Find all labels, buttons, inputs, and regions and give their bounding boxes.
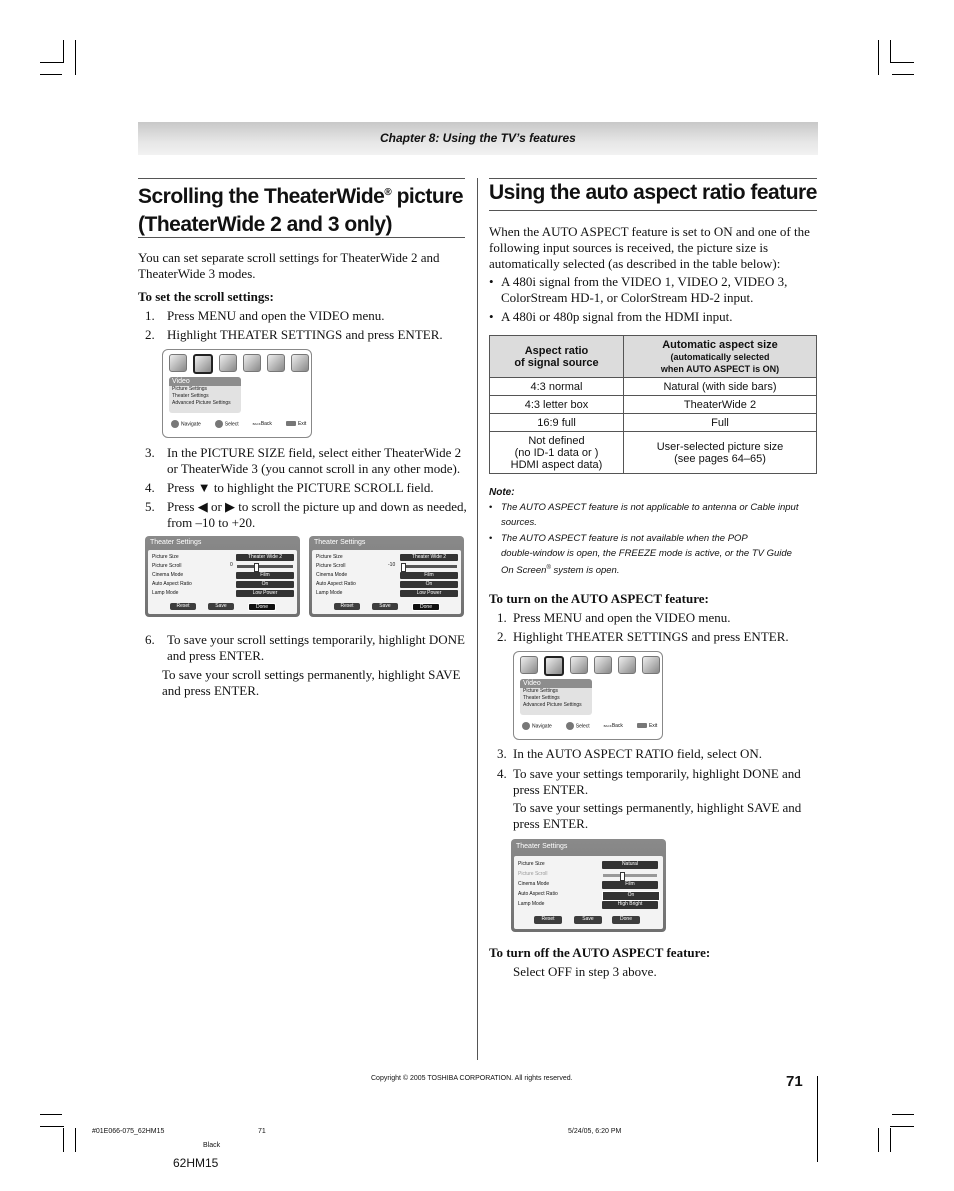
chapter-header (138, 122, 818, 155)
step-item: 4. To save your settings temporarily, highlight DONE and press ENTER. (497, 766, 801, 797)
bullet-item: • A 480i or 480p signal from the HDMI input. (489, 309, 733, 324)
table-cell: Natural (with side bars) (624, 378, 817, 396)
reset-button: Reset (534, 916, 562, 924)
bullet: • (489, 533, 493, 544)
section-title-right: Using the auto aspect ratio feature (489, 181, 817, 204)
video-panel (520, 679, 592, 715)
label-cinema-mode: Cinema Mode (316, 572, 348, 578)
label-picture-scroll: Picture Scroll (152, 563, 182, 569)
label-cinema-mode: Cinema Mode (152, 572, 184, 578)
value-auto-aspect: On (602, 891, 660, 901)
navigate-icon (171, 420, 179, 428)
step-item: 3. In the AUTO ASPECT RATIO field, select ON. (497, 746, 763, 761)
table-row (490, 396, 817, 414)
table-header: Automatic aspect size (automatically selected when AUTO ASPECT is ON) (624, 336, 817, 378)
note-item: • The AUTO ASPECT feature is not available when the POP double-window is open, the FREEZE mode is active, or the TV Guide On Screen® system is open. (489, 533, 792, 577)
menu-icon-row (169, 354, 309, 374)
speaker-icon (520, 656, 538, 674)
nav-legend (171, 420, 306, 428)
chapter-title: Chapter 8: Using the TV’s features (380, 131, 576, 145)
bullet-item: • A 480i signal from the VIDEO 1, VIDEO 2, VIDEO 3, ColorStream HD-1, or ColorStream HD-2 input. (489, 274, 788, 305)
note-title: Note: (489, 487, 515, 498)
title-rule (138, 237, 465, 238)
label-lamp-mode: Lamp Mode (152, 590, 179, 596)
footer-rule (817, 1076, 818, 1162)
table-cell: TheaterWide 2 (624, 396, 817, 414)
exit-icon (637, 723, 647, 728)
label-cinema-mode: Cinema Mode (518, 881, 550, 887)
crop-mark (75, 40, 76, 75)
bullet: • (489, 309, 494, 324)
done-button: Done (412, 603, 440, 611)
aspect-ratio-table (489, 335, 817, 474)
settings-body (514, 856, 663, 929)
model-number: 62HM15 (173, 1156, 219, 1170)
menu-item: Theater Settings (172, 393, 209, 399)
crop-mark (63, 1128, 64, 1152)
settings-title: Theater Settings (516, 843, 568, 850)
save-button: Save (372, 603, 398, 610)
registered-mark: ® (546, 565, 551, 571)
crop-mark (40, 62, 64, 63)
select-icon (566, 722, 574, 730)
value-lamp-mode: Low Power (400, 590, 458, 597)
panel-title: Video (520, 679, 592, 688)
crop-mark (878, 40, 879, 75)
off-instruction: Select OFF in step 3 above. (513, 964, 657, 979)
exit-icon (286, 421, 296, 426)
print-date: 5/24/05, 6:20 PM (568, 1128, 622, 1135)
value-picture-size: Theater Wide 2 (236, 554, 294, 561)
value-scroll: -10 (388, 562, 396, 568)
menu-item: Advanced Picture Settings (523, 702, 582, 708)
table-row (490, 432, 817, 474)
bullet: • (489, 274, 494, 289)
step-item: 4. Press ▼ to highlight the PICTURE SCROLL field. (145, 480, 434, 495)
menu-item: Picture Settings (172, 386, 208, 392)
registered-mark: ® (384, 187, 392, 198)
reset-button: Reset (170, 603, 196, 610)
back-key-icon: BACK (252, 422, 261, 426)
crop-mark (890, 40, 891, 62)
step-item: 5. Press ◀ or ▶ to scroll the picture up and down as needed, from –10 to +20. (145, 499, 467, 530)
copyright: Copyright © 2005 TOSHIBA CORPORATION. All rights reserved. (371, 1075, 573, 1082)
note-item: • The AUTO ASPECT feature is not applicable to antenna or Cable input sources. (489, 502, 799, 528)
value-lamp-mode: Low Power (236, 590, 294, 597)
table-cell: Full (624, 414, 817, 432)
save-button: Save (208, 603, 234, 610)
nav-legend (522, 722, 657, 730)
crop-mark (40, 74, 62, 75)
crop-mark (878, 1128, 879, 1152)
back-key-icon: BACK (603, 724, 612, 728)
menu-item: Advanced Picture Settings (172, 400, 231, 406)
slider-knob (401, 563, 406, 572)
label-picture-size: Picture Size (152, 554, 179, 560)
crop-mark (890, 1128, 891, 1152)
video-icon (544, 656, 564, 676)
crop-mark (892, 1114, 914, 1115)
audio-icon (570, 656, 588, 674)
column-divider (477, 178, 478, 1060)
value-auto-aspect: On (236, 581, 294, 588)
value-picture-size: Theater Wide 2 (400, 554, 458, 561)
table-row (490, 378, 817, 396)
crop-mark (890, 1126, 914, 1127)
navigate-icon (522, 722, 530, 730)
file-slug: #01E066-075_62HM15 (92, 1128, 165, 1135)
nav-navigate: Navigate (171, 420, 201, 428)
step-item: 2. Highlight THEATER SETTINGS and press ENTER. (497, 629, 789, 644)
subheading: To set the scroll settings: (138, 289, 274, 304)
menu-item: Theater Settings (523, 695, 560, 701)
video-menu-screenshot (513, 651, 663, 740)
color-plate: Black (203, 1142, 221, 1149)
subheading: To turn on the AUTO ASPECT feature: (489, 591, 709, 606)
applications-icon (291, 354, 309, 372)
table-cell: Not defined (no ID-1 data or ) HDMI aspect data) (490, 432, 624, 474)
file-page: 71 (258, 1128, 266, 1135)
nav-exit: Exit (637, 723, 657, 729)
step-item: 3. In the PICTURE SIZE field, select either TheaterWide 2 or TheaterWide 3 (you cannot scroll in any other mode). (145, 445, 462, 476)
lock-icon (618, 656, 636, 674)
value-cinema-mode: Film (236, 572, 294, 579)
label-lamp-mode: Lamp Mode (518, 901, 545, 907)
crop-mark (40, 1126, 64, 1127)
crop-mark (40, 1114, 62, 1115)
menu-item: Picture Settings (523, 688, 559, 694)
label-lamp-mode: Lamp Mode (316, 590, 343, 596)
menu-icon-row (520, 656, 660, 676)
label-picture-size: Picture Size (518, 861, 545, 867)
table-header: Aspect ratio of signal source (490, 336, 624, 378)
intro-paragraph: You can set separate scroll settings for TheaterWide 2 and TheaterWide 3 modes. (138, 250, 440, 281)
crop-mark (890, 62, 914, 63)
reset-button: Reset (334, 603, 360, 610)
panel-title: Video (169, 377, 241, 386)
table-header-row (490, 336, 817, 378)
table-cell: User-selected picture size (see pages 64–65) (624, 432, 817, 474)
bullet: • (489, 502, 493, 513)
video-menu-screenshot (162, 349, 312, 438)
value-cinema-mode: Film (400, 572, 458, 579)
nav-select: Select (566, 722, 590, 730)
step-note: To save your settings permanently, highlight SAVE and press ENTER. (513, 800, 802, 831)
settings-title: Theater Settings (314, 539, 366, 546)
step-item: 1. Press MENU and open the VIDEO menu. (497, 610, 731, 625)
select-icon (215, 420, 223, 428)
save-button: Save (574, 916, 602, 924)
nav-exit: Exit (286, 421, 306, 427)
crop-mark (892, 74, 914, 75)
slider-knob (620, 872, 625, 881)
lock-icon (267, 354, 285, 372)
nav-select: Select (215, 420, 239, 428)
value-lamp-mode: High Bright (602, 901, 658, 909)
audio-icon (219, 354, 237, 372)
video-panel (169, 377, 241, 413)
value-auto-aspect: On (400, 581, 458, 588)
value-scroll: 0 (230, 562, 233, 568)
done-button: Done (612, 916, 640, 924)
step-item: 1. Press MENU and open the VIDEO menu. (145, 308, 385, 323)
scroll-slider (603, 874, 657, 877)
table-cell: 4:3 normal (490, 378, 624, 396)
page-number: 71 (786, 1073, 803, 1090)
slider-knob (254, 563, 259, 572)
label-picture-size: Picture Size (316, 554, 343, 560)
intro-paragraph: When the AUTO ASPECT feature is set to ON and one of the following input sources is received, the picture size is automatically selected (as described in the table below): (489, 224, 810, 271)
value-picture-size: Natural (602, 861, 658, 869)
crop-mark (63, 40, 64, 62)
label-auto-aspect: Auto Aspect Ratio (152, 581, 192, 587)
nav-back: BACKBack (252, 421, 272, 427)
step-item: 2. Highlight THEATER SETTINGS and press ENTER. (145, 327, 443, 342)
setup-icon (594, 656, 612, 674)
done-button: Done (248, 603, 276, 611)
nav-back: BACKBack (603, 723, 623, 729)
applications-icon (642, 656, 660, 674)
video-icon (193, 354, 213, 374)
crop-mark (75, 1128, 76, 1152)
setup-icon (243, 354, 261, 372)
section-title-left: Scrolling the TheaterWide® picture (TheaterWide 2 and 3 only) (138, 185, 464, 236)
table-row (490, 414, 817, 432)
label-auto-aspect: Auto Aspect Ratio (518, 891, 558, 897)
label-auto-aspect: Auto Aspect Ratio (316, 581, 356, 587)
speaker-icon (169, 354, 187, 372)
value-cinema-mode: Film (602, 881, 658, 889)
scroll-slider (401, 565, 457, 568)
table-cell: 4:3 letter box (490, 396, 624, 414)
step-item: 6. To save your scroll settings temporarily, highlight DONE and press ENTER. (145, 632, 465, 663)
settings-body (312, 550, 461, 614)
theater-settings-screen (145, 536, 300, 617)
nav-navigate: Navigate (522, 722, 552, 730)
title-rule (489, 210, 817, 211)
step-note: To save your scroll settings permanently, highlight SAVE and press ENTER. (162, 667, 461, 698)
label-picture-scroll: Picture Scroll (518, 871, 548, 877)
table-cell: 16:9 full (490, 414, 624, 432)
scroll-slider (237, 565, 293, 568)
theater-settings-screen (511, 839, 666, 932)
subheading: To turn off the AUTO ASPECT feature: (489, 945, 711, 960)
settings-title: Theater Settings (150, 539, 202, 546)
settings-body (148, 550, 297, 614)
label-picture-scroll: Picture Scroll (316, 563, 346, 569)
theater-settings-screen (309, 536, 464, 617)
